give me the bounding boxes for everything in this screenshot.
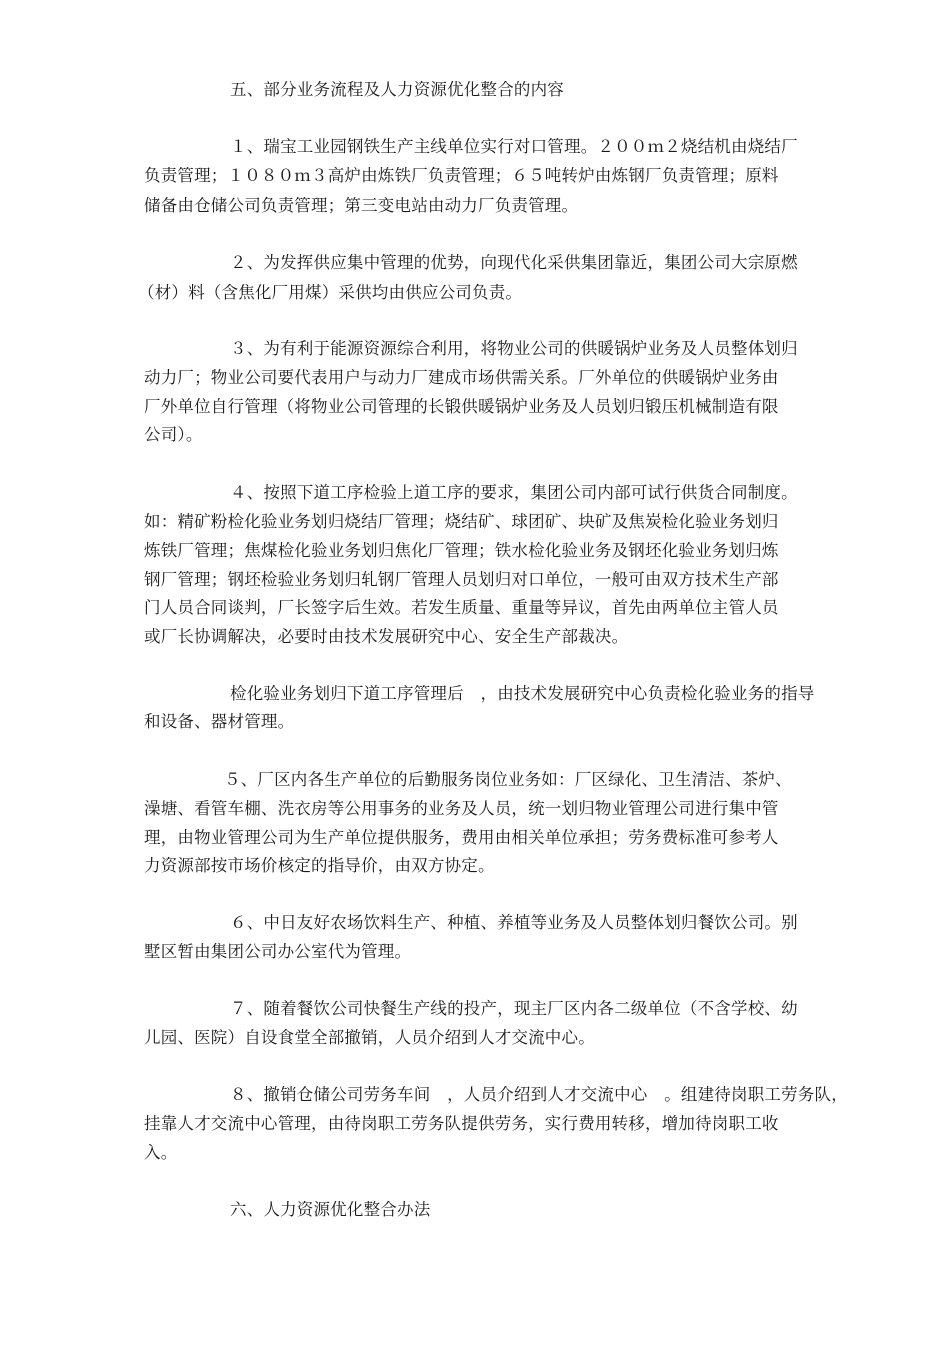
paragraph-5-line-2: 澡塘、看管车棚、洗衣房等公用事务的业务及人员，统一划归物业管理公司进行集中管 (144, 799, 779, 818)
paragraph-1-line-2: 负责管理；１０８０ｍ３高炉由炼铁厂负责管理；６５吨转炉由炼钢厂负责管理；原料 (144, 166, 779, 185)
paragraph-4-line-3: 炼铁厂管理；焦煤检化验业务划归焦化厂管理；铁水检化验业务及钢坯化验业务划归炼 (144, 541, 779, 560)
paragraph-5-line-1: ５、厂区内各生产单位的后勤服务岗位业务如：厂区绿化、卫生清洁、茶炉、 (224, 770, 792, 789)
paragraph-8-line-2: 挂靠人才交流中心管理，由待岗职工劳务队提供劳务，实行费用转移，增加待岗职工收 (144, 1114, 779, 1133)
paragraph-3-line-2: 动力厂；物业公司要代表用户与动力厂建成市场供需关系。厂外单位的供暖锅炉业务由 (144, 368, 779, 387)
paragraph-6-line-2: 墅区暂由集团公司办公室代为管理。 (144, 942, 412, 961)
paragraph-5-line-4: 力资源部按市场价核定的指导价，由双方协定。 (144, 856, 495, 875)
section-heading-6: 六、人力资源优化整合办法 (230, 1200, 431, 1219)
paragraph-4-line-4: 钢厂管理；钢坯检验业务划归轧钢厂管理人员划归对口单位，一般可由双方技术生产部 (144, 570, 779, 589)
paragraph-8-line-1: ８、撤销仓储公司劳务车间 ，人员介绍到人才交流中心 。组建待岗职工劳务队， (230, 1085, 848, 1104)
paragraph-4-line-1: ４、按照下道工序检验上道工序的要求，集团公司内部可试行供货合同制度。 (230, 483, 798, 502)
paragraph-3-line-1: ３、为有利于能源资源综合利用，将物业公司的供暖锅炉业务及人员整体划归 (230, 339, 798, 358)
paragraph-4-line-2: 如：精矿粉检化验业务划归烧结厂管理；烧结矿、球团矿、块矿及焦炭检化验业务划归 (144, 512, 779, 531)
paragraph-7-line-2: 儿园、医院）自设食堂全部撤销，人员介绍到人才交流中心。 (144, 1028, 595, 1047)
paragraph-3-line-3: 厂外单位自行管理（将物业公司管理的长锻供暖锅炉业务及人员划归锻压机械制造有限 (144, 397, 779, 416)
paragraph-7-line-1: ７、随着餐饮公司快餐生产线的投产，现主厂区内各二级单位（不含学校、幼 (230, 999, 798, 1018)
paragraph-1-line-1: １、瑞宝工业园钢铁生产主线单位实行对口管理。２００ｍ２烧结机由烧结厂 (230, 137, 798, 156)
paragraph-4-line-6: 或厂长协调解决，必要时由技术发展研究中心、安全生产部裁决。 (144, 627, 629, 646)
paragraph-4b-line-1: 检化验业务划归下道工序管理后 ，由技术发展研究中心负责检化验业务的指导 (230, 684, 815, 703)
paragraph-1-line-3: 储备由仓储公司负责管理；第三变电站由动力厂负责管理。 (144, 196, 579, 215)
paragraph-5-line-3: 理，由物业管理公司为生产单位提供服务，费用由相关单位承担；劳务费标准可参考人 (144, 828, 779, 847)
paragraph-2-line-1: ２、为发挥供应集中管理的优势，向现代化采供集团靠近，集团公司大宗原燃 (230, 253, 798, 272)
paragraph-6-line-1: ６、中日友好农场饮料生产、种植、养植等业务及人员整体划归餐饮公司。别 (230, 913, 798, 932)
paragraph-4-line-5: 门人员合同谈判，厂长签字后生效。若发生质量、重量等异议，首先由两单位主管人员 (144, 598, 779, 617)
paragraph-8-line-3: 入。 (144, 1143, 178, 1162)
section-heading-5: 五、部分业务流程及人力资源优化整合的内容 (230, 80, 564, 99)
paragraph-4b-line-2: 和设备、器材管理。 (144, 712, 295, 731)
paragraph-2-line-2: （材）料（含焦化厂用煤）采供均由供应公司负责。 (138, 283, 523, 302)
paragraph-3-line-4: 公司）。 (144, 425, 203, 444)
